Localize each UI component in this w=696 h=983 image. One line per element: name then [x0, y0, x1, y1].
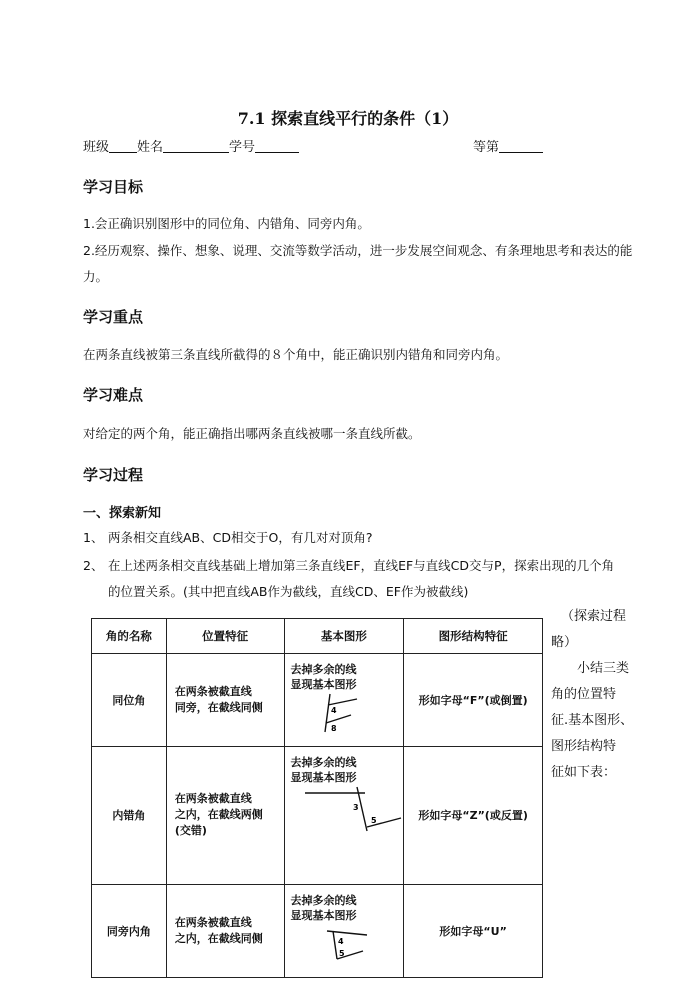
difficulties-heading: 学习难点 — [83, 386, 144, 404]
header-position: 位置特征 — [166, 619, 284, 654]
key-points-text: 在两条直线被第三条直线所截得的８个角中，能正确识别内错角和同旁内角。 — [83, 347, 509, 362]
figure-caption-line: 去掉多余的线 — [290, 755, 357, 769]
table-row — [92, 885, 543, 978]
key-points-heading: 学习重点 — [83, 308, 144, 326]
structure-feature: 形如字母“U” — [404, 885, 543, 978]
basic-figure-cell — [284, 885, 404, 978]
header-angle-name: 角的名称 — [92, 619, 167, 654]
structure-feature: 形如字母“Z”(或反置) — [404, 746, 543, 884]
objective-item-1: 1.会正确识别图形中的同位角、内错角、同旁内角。 — [83, 216, 370, 231]
grade-label: 等第 — [473, 140, 500, 155]
figure-caption — [291, 755, 357, 785]
side-note-line1: （探索过程 — [561, 609, 627, 624]
objective-item-2-cont: 力。 — [83, 269, 109, 284]
grade-blank[interactable] — [499, 140, 543, 153]
angle-label: 4 — [330, 706, 337, 715]
section-1-title: 一、探索新知 — [83, 506, 162, 521]
side-note-line5: 征.基本图形、 — [551, 713, 634, 728]
angle-types-table — [91, 618, 543, 978]
number-blank[interactable] — [255, 140, 299, 153]
question-1: 两条相交直线AB、CD相交于O，有几对对顶角? — [108, 530, 373, 545]
figure-caption-line: 去掉多余的线 — [290, 663, 357, 676]
transversal-line — [333, 931, 337, 959]
position-line: 在两条被截直线 — [174, 792, 252, 806]
name-blank[interactable] — [163, 140, 229, 153]
structure-feature: 形如字母“F”(或倒置) — [404, 654, 543, 747]
angle-name: 同旁内角 — [92, 885, 167, 978]
page-title: 7.1 探索直线平行的条件（1） — [237, 109, 459, 128]
table-row — [92, 654, 543, 747]
position-feature — [166, 746, 284, 884]
difficulties-text: 对给定的两个角，能正确指出哪两条直线被哪一条直线所截。 — [83, 426, 421, 441]
angle-label: 5 — [338, 949, 345, 959]
position-line: (交错) — [174, 824, 207, 838]
figure-caption-line: 显现基本图形 — [290, 770, 357, 784]
co-interior-angles-figure — [323, 925, 373, 965]
parallel-line-lower — [326, 715, 351, 723]
question-1-number: 1、 — [83, 530, 104, 545]
side-note-line3: 小结三类 — [577, 661, 630, 676]
angle-label: 8 — [330, 724, 337, 733]
name-label: 姓名 — [137, 140, 164, 155]
objectives-heading: 学习目标 — [83, 178, 144, 196]
figure-caption — [291, 662, 357, 692]
question-2-number: 2、 — [83, 558, 104, 573]
transversal-line — [325, 694, 330, 732]
basic-figure-cell — [284, 746, 404, 884]
figure-caption-line: 去掉多余的线 — [290, 894, 357, 908]
class-blank[interactable] — [109, 140, 137, 153]
objective-item-2: 2.经历观察、操作、想象、说理、交流等数学活动，进一步发展空间观念、有条理地思考和表达的能 — [83, 243, 633, 258]
question-2: 在上述两条相交直线基础上增加第三条直线EF，直线EF与直线CD交与P，探索出现的几个角 — [108, 558, 615, 573]
angle-label: 4 — [337, 937, 344, 947]
corresponding-angles-figure — [321, 692, 361, 736]
number-label: 学号 — [229, 140, 256, 155]
question-2-cont: 的位置关系。(其中把直线AB作为截线，直线CD、EF作为被截线) — [108, 584, 469, 599]
process-heading: 学习过程 — [83, 466, 144, 484]
class-label: 班级 — [83, 140, 110, 155]
table-header-row — [92, 619, 543, 654]
angle-name: 内错角 — [92, 746, 167, 884]
angle-label: 3 — [352, 802, 359, 812]
figure-caption — [291, 893, 357, 923]
table-row — [92, 746, 543, 884]
position-line: 在两条被截直线 — [174, 684, 252, 698]
position-line: 之内，在截线两侧 — [174, 808, 263, 822]
alternate-angles-figure — [303, 783, 405, 833]
angle-label: 5 — [370, 815, 377, 825]
side-note — [551, 604, 671, 786]
position-line: 同旁，在截线同侧 — [174, 700, 263, 714]
figure-caption-line: 显现基本图形 — [290, 678, 357, 691]
position-feature — [166, 654, 284, 747]
basic-figure-cell — [284, 654, 404, 747]
angle-name: 同位角 — [92, 654, 167, 747]
position-line: 之内，在截线同侧 — [174, 932, 263, 945]
grade-line — [473, 136, 543, 155]
parallel-line-upper — [328, 699, 357, 705]
position-line: 在两条被截直线 — [174, 916, 252, 929]
side-note-line6: 图形结构特 — [551, 739, 617, 754]
side-note-line4: 角的位置特 — [551, 687, 617, 702]
info-line — [83, 136, 299, 155]
position-feature — [166, 885, 284, 978]
side-note-line2: 略） — [551, 635, 578, 650]
header-structure: 图形结构特征 — [404, 619, 543, 654]
figure-caption-line: 显现基本图形 — [290, 909, 357, 923]
side-note-line7: 征如下表： — [551, 765, 617, 780]
header-basic-figure: 基本图形 — [284, 619, 404, 654]
